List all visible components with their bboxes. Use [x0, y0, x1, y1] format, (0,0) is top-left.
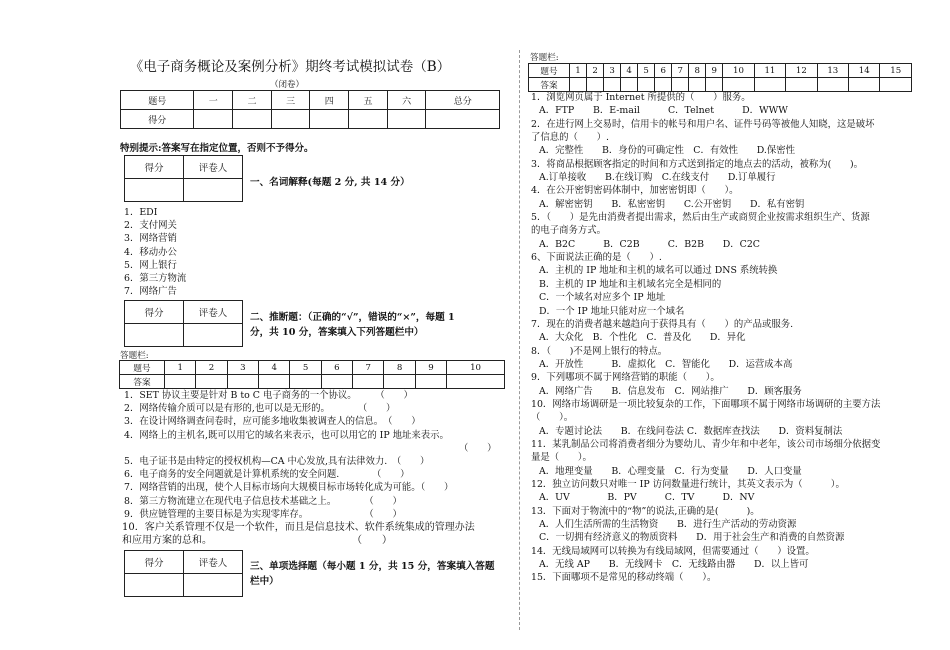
question-line: 了信息的（ ）. [531, 132, 609, 144]
answer-number-label: 题号 [120, 361, 165, 375]
score-fill-cell[interactable] [271, 110, 310, 129]
section3-answer-table [528, 63, 912, 92]
option-line: A．主机的 IP 地址和主机的域名可以通过 DNS 系统转换 [539, 265, 778, 277]
item10-line2: 和应用方案的总和。 （ ） [122, 535, 392, 546]
option-line: A．解密密钥 B．私密密钥 C.公开密钥 D．私有密钥 [539, 198, 805, 210]
answer-number-label: 题号 [529, 64, 570, 78]
answer-number-cell: 4 [259, 361, 290, 375]
answer-fill-cell[interactable] [587, 78, 604, 92]
section1-term-list [124, 206, 186, 298]
question-line: 14．无线局域网可以转换为有线局域网，但需要通过（ ）设置。 [531, 545, 815, 557]
score-header-cell: 五 [349, 91, 388, 110]
question-line: 13．下面对于物流中的“物”的说法,正确的是( )。 [531, 505, 760, 517]
answer-fill-cell[interactable] [723, 78, 754, 92]
question-line: 6、下面说法正确的是（ ）. [531, 252, 662, 264]
answer-fill-cell[interactable] [604, 78, 621, 92]
score-fill-cell[interactable] [426, 110, 500, 129]
statement-item: 5．电子证书是由特定的授权机构—CA 中心发放,具有法律效力. （ ） [124, 455, 430, 467]
score-header-row [121, 91, 500, 110]
statement-item: 6．电子商务的安全问题就是计算机系统的安全问题. （ ） [124, 469, 410, 481]
option-line: A．B2C B．C2B C．B2B D．C2C [539, 238, 760, 250]
term-item: 5．网上银行 [124, 259, 177, 271]
answer-number-cell: 6 [321, 361, 352, 375]
score-summary-table [120, 90, 500, 129]
term-item: 1．EDI [124, 207, 158, 218]
option-line: A．大众化 B．个性化 C．普及化 D．异化 [539, 332, 746, 344]
answer-fill-cell[interactable] [196, 375, 227, 389]
score-header-cell: 四 [310, 91, 349, 110]
answer-fill-cell[interactable] [786, 78, 817, 92]
score-header-cell: 二 [233, 91, 272, 110]
answer-row-label: 答案 [120, 375, 165, 389]
answer-row-label: 答案 [529, 78, 570, 92]
question-line: 11．某乳制品公司将消费者细分为婴幼儿、青少年和中老年，该公司市场细分依据变 [531, 438, 881, 450]
option-line: A．专题讨论法 B．在线问卷法 C．数据库查找法 D．资料复制法 [539, 425, 843, 437]
answer-fill-cell[interactable] [689, 78, 706, 92]
answer-number-cell: 9 [415, 361, 446, 375]
score-fill-cell[interactable] [233, 110, 272, 129]
answer-fill-cell[interactable] [621, 78, 638, 92]
answer-fill-cell[interactable] [259, 375, 290, 389]
statement-item: 4．网络上的主机名,既可以用它的域名来表示，也可以用它的 IP 地址来表示。 [124, 429, 449, 441]
statement-item: （ ） [459, 442, 497, 454]
statement-item: 3．在设计网络调查问卷时，应可能多地收集被调查人的信息。 （ ） [124, 416, 421, 428]
term-item: 3．网络营销 [124, 233, 177, 245]
section3-heading-line1: 三、单项选择题（每小题 1 分，共 15 分，答案填入答题 [250, 561, 495, 572]
section2-item10 [122, 521, 475, 547]
question-line: 3．将商品根据顾客指定的时间和方式送到指定的地点去的活动，被称为( )。 [531, 158, 864, 170]
section2-statement-list [124, 389, 497, 521]
answer-fill-cell[interactable] [447, 375, 505, 389]
answer-fill-cell[interactable] [672, 78, 689, 92]
answer-number-cell: 2 [587, 64, 604, 78]
answer-number-cell: 10 [447, 361, 505, 375]
grader-box-1 [124, 155, 243, 202]
grader-score-cell[interactable] [125, 574, 184, 597]
statement-item: 9．供应链管理的主要目标是为实现零库存。 （ ） [124, 508, 402, 520]
section2-answer-table [119, 360, 505, 389]
score-header-cell: 总分 [426, 91, 500, 110]
score-fill-cell[interactable] [194, 110, 233, 129]
answer-number-cell: 3 [604, 64, 621, 78]
answer-number-cell: 3 [227, 361, 258, 375]
answer-number-cell: 1 [570, 64, 587, 78]
term-item: 7．网络广告 [124, 286, 177, 298]
item10-line1: 10．客户关系管理不仅是一个软件，而且是信息技术、软件系统集成的管理办法 [122, 522, 475, 533]
answer-fill-cell[interactable] [290, 375, 321, 389]
answer-fill-cell[interactable] [638, 78, 655, 92]
option-line: C．一个域名对应多个 IP 地址 [539, 292, 666, 304]
column-divider [519, 50, 520, 630]
score-header-cell: 六 [387, 91, 426, 110]
option-line: A.订单接收 B.在线订购 C.在线支付 D.订单履行 [539, 172, 776, 184]
statement-item: 7．网络营销的出现，使个人目标市场向大规模目标市场转化成为可能。（ ） [124, 482, 454, 494]
grader-box-2 [124, 300, 243, 347]
answer-number-cell: 7 [672, 64, 689, 78]
section3-question-list [531, 91, 916, 585]
option-line: A．网络广告 B．信息发布 C．网站推广 D．顾客服务 [539, 385, 802, 397]
term-item: 6．第三方物流 [124, 272, 187, 284]
option-line: D．一个 IP 地址只能对应一个域名 [539, 305, 685, 317]
answer-number-cell: 4 [621, 64, 638, 78]
question-line: 5．（ ）是先由消费者提出需求，然后由生产或商贸企业按需求组织生产、货源 [531, 212, 870, 224]
question-line: （ ）。 [531, 412, 574, 424]
answer-number-cell: 8 [384, 361, 415, 375]
answer-number-cell: 2 [196, 361, 227, 375]
grader-reviewer-label: 评卷人 [184, 156, 243, 179]
option-line: A．地理变量 B．心理变量 C．行为变量 D．人口变量 [539, 465, 802, 477]
answer-number-row [529, 64, 912, 78]
option-line: A．人们生活所需的生活物资 B．进行生产活动的劳动资源 [539, 519, 797, 530]
statement-item: 1．SET 协议主要是针对 B to C 电子商务的一个协议。 （ ） [124, 390, 413, 401]
grader-box-3 [124, 550, 243, 597]
answer-fill-cell[interactable] [353, 375, 384, 389]
statement-item: 8．第三方物流建立在现代电子信息技术基础之上。 （ ） [124, 495, 402, 507]
grader-reviewer-cell[interactable] [184, 574, 243, 597]
question-line: 1．浏览网页属于 Internet 所提供的（ ）服务。 [531, 92, 751, 103]
answer-number-cell: 6 [655, 64, 672, 78]
answer-number-cell: 8 [689, 64, 706, 78]
score-row-label: 得分 [121, 110, 194, 129]
answer-fill-cell[interactable] [165, 375, 196, 389]
question-line: 4．在公开密钥密码体制中，加密密钥即（ ）。 [531, 185, 739, 197]
option-line: A．无线 AP B．无线网卡 C．无线路由器 D．以上皆可 [539, 559, 809, 571]
question-line: 的电子商务方式。 [531, 225, 607, 237]
score-fill-cell[interactable] [310, 110, 349, 129]
grader-reviewer-cell[interactable] [184, 324, 243, 347]
score-header-cell: 三 [271, 91, 310, 110]
answer-fill-cell[interactable] [384, 375, 415, 389]
answer-fill-cell[interactable] [817, 78, 848, 92]
grader-score-cell[interactable] [125, 324, 184, 347]
option-line: A．UV B．PV C．TV D．NV [539, 492, 755, 504]
question-line: 量是（ ）。 [531, 452, 592, 464]
answer-number-cell: 11 [754, 64, 785, 78]
grader-reviewer-label: 评卷人 [184, 551, 243, 574]
statement-item: 2．网络传输介质可以是有形的,也可以是无形的。 （ ） [124, 403, 396, 415]
answer-fill-cell[interactable] [706, 78, 723, 92]
answer-fill-cell[interactable] [880, 78, 912, 92]
option-line: A．开放性 B．虚拟化 C．智能化 D．运营成本高 [539, 358, 793, 370]
closed-book-label: （闭卷） [270, 80, 305, 90]
answer-number-cell: 10 [723, 64, 754, 78]
section3-heading-line2: 栏中） [250, 576, 279, 587]
grader-score-label: 得分 [125, 551, 184, 574]
answer-number-cell: 7 [353, 361, 384, 375]
answer-fill-cell[interactable] [754, 78, 785, 92]
section3-answer-bar-label: 答题栏: [530, 53, 559, 63]
option-line: A．FTP B．E-mail C．Telnet D．WWW [539, 105, 788, 117]
score-value-row [121, 110, 500, 129]
score-fill-cell[interactable] [387, 110, 426, 129]
score-header-cell: 一 [194, 91, 233, 110]
answer-fill-cell[interactable] [570, 78, 587, 92]
answer-number-cell: 15 [880, 64, 912, 78]
question-line: 9．下列哪项不属于网络营销的职能（ ）。 [531, 372, 720, 384]
grader-score-cell[interactable] [125, 179, 184, 202]
answer-fill-row [529, 78, 912, 92]
exam-title: 《电子商务概论及案例分析》期终考试模拟试卷（B） [129, 59, 451, 75]
option-line: B．主机的 IP 地址和主机域名完全是相同的 [539, 278, 722, 290]
answer-number-cell: 9 [706, 64, 723, 78]
answer-number-row [120, 361, 505, 375]
question-line: 8．（ )不是网上银行的特点。 [531, 345, 668, 357]
grader-score-label: 得分 [125, 156, 184, 179]
answer-fill-cell[interactable] [849, 78, 880, 92]
section1-heading: 一、名词解释(每题 2 分, 共 14 分） [250, 177, 410, 188]
answer-number-cell: 12 [786, 64, 817, 78]
special-notice: 特别提示:答案写在指定位置，否则不予得分。 [120, 143, 314, 154]
answer-number-cell: 5 [290, 361, 321, 375]
answer-fill-cell[interactable] [415, 375, 446, 389]
term-item: 2．支付网关 [124, 220, 177, 232]
section2-answer-bar-label: 答题栏: [120, 351, 149, 361]
option-line: C．一切拥有经济意义的物质资料 D．用于社会生产和消费的自然资源 [539, 532, 845, 544]
answer-fill-row [120, 375, 505, 389]
grader-reviewer-cell[interactable] [184, 179, 243, 202]
answer-fill-cell[interactable] [227, 375, 258, 389]
section2-heading-line2: 分，共 10 分，答案填入下列答题栏中） [250, 327, 424, 338]
score-header-label: 题号 [121, 91, 194, 110]
score-fill-cell[interactable] [349, 110, 388, 129]
answer-number-cell: 13 [817, 64, 848, 78]
term-item: 4．移动办公 [124, 246, 177, 258]
grader-reviewer-label: 评卷人 [184, 301, 243, 324]
answer-number-cell: 1 [165, 361, 196, 375]
question-line: 12．独立访问数只对唯一 IP 访问数量进行统计，其英文表示为（ ）。 [531, 478, 845, 490]
answer-fill-cell[interactable] [655, 78, 672, 92]
answer-number-cell: 14 [849, 64, 880, 78]
question-line: 2．在进行网上交易时，信用卡的帐号和用户名、证件号码等被他人知晓，这是破坏 [531, 118, 875, 130]
answer-fill-cell[interactable] [321, 375, 352, 389]
question-line: 10．网络市场调研是一项比较复杂的工作，下面哪项不属于网络市场调研的主要方法 [531, 398, 881, 410]
grader-score-label: 得分 [125, 301, 184, 324]
question-line: 15．下面哪项不是常见的移动终端（ ）。 [531, 572, 717, 584]
option-line: A．完整性 B．身份的可确定性 C．有效性 D.保密性 [539, 145, 795, 157]
answer-number-cell: 5 [638, 64, 655, 78]
question-line: 7．现在的消费者越来越趋向于获得具有（ ）的产品或服务. [531, 318, 794, 330]
section2-heading-line1: 二、推断题：（正确的“√”，错误的“×”，每题 1 [250, 312, 455, 323]
